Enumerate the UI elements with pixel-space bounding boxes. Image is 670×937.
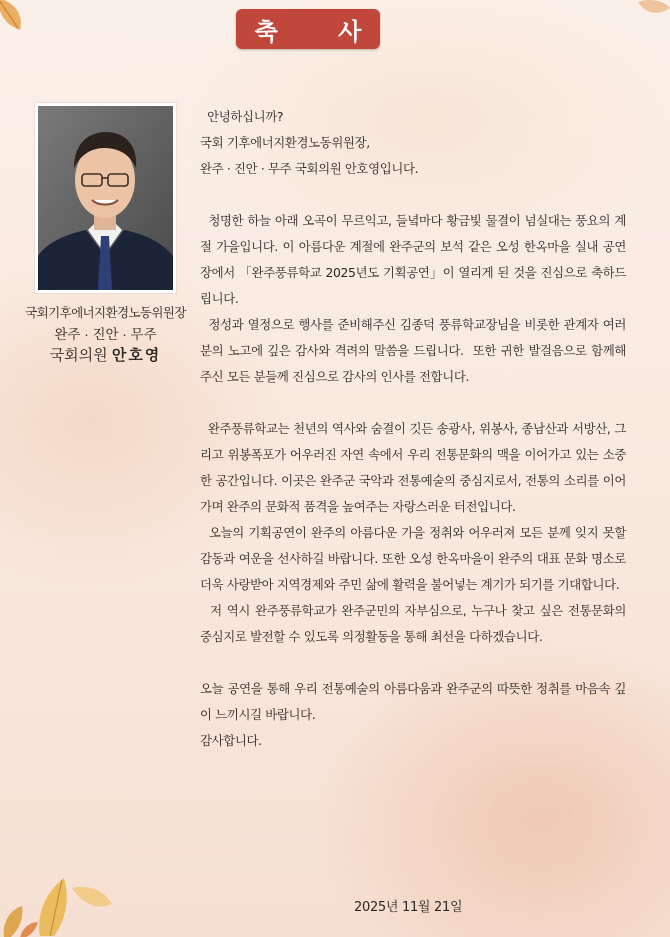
portrait-photo xyxy=(35,103,176,293)
caption-name-line xyxy=(18,345,193,366)
title-banner xyxy=(236,9,388,49)
caption-position: 국회기후에너지환경노동위원장 xyxy=(25,306,186,320)
portrait-image xyxy=(38,106,173,290)
paragraph-thanks: 정성과 열정으로 행사를 준비해주신 김종덕 풍류학교장님을 비롯한 관계자 여러분의 노고에 깊은 감사와 격려의 말씀을 드립니다. 또한 귀한 발걸음으로 함께해 주신 모든 분들께 진심으로 감사의 인사를 전합니다. xyxy=(200,317,630,384)
caption-districts: 완주 · 진안 · 무주 xyxy=(54,327,157,342)
page-title: 축 사 xyxy=(254,17,388,46)
caption-name: 안호영 xyxy=(111,347,162,364)
intro-position-line: 국회 기후에너지환경노동위원장, xyxy=(200,135,370,150)
paragraph-school: 완주풍류학교는 천년의 역사와 숨결이 깃든 송광사, 위봉사, 종남산과 서방산, 그리고 위봉폭포가 어우러진 자연 속에서 우리 전통문화의 맥을 이어가고 있는 소중한 공간입니다. 이곳은 완주군 국악과 전통예술의 중심지로서, 전통의 소리를 이어가며 완주의 문화적 품격을 높여주는 자랑스러운 터전입니다. xyxy=(200,421,626,514)
message-date: 2025년 11월 21일 xyxy=(354,900,463,915)
congratulatory-message xyxy=(200,104,630,754)
intro-name-line: 완주 · 진안 · 무주 국회의원 안호영입니다. xyxy=(200,161,419,176)
autumn-leaf-bottom-left xyxy=(0,858,120,937)
paragraph-autumn: 청명한 하늘 아래 오곡이 무르익고, 들녘마다 황금빛 물결이 넘실대는 풍요의 계절 가을입니다. 이 아름다운 계절에 완주군의 보석 같은 오성 한옥마을 실내 공연장에서 「완주풍류학교 2025년도 기획공연」이 열리게 된 것을 진심으로 축하드립니다. xyxy=(200,213,626,306)
paragraph-commitment: 저 역시 완주풍류학교가 완주군민의 자부심으로, 누구나 찾고 싶은 전통문화의 중심지로 발전할 수 있도록 의정활동을 통해 최선을 다하겠습니다. xyxy=(200,603,630,644)
thank-you-line: 감사합니다. xyxy=(200,733,262,748)
paragraph-performance: 오늘의 기획공연이 완주의 아름다운 가을 정취와 어우러져 모든 분께 잊지 못할 감동과 여운을 선사하길 바랍니다. 또한 오성 한옥마을이 완주의 대표 문화 명소로 더욱 사랑받아 지역경제와 주민 삶에 활력을 불어넣는 계기가 되기를 기대합니다. xyxy=(200,525,630,592)
greeting-line: 안녕하십니까? xyxy=(200,109,284,124)
autumn-leaf-top-right xyxy=(636,0,670,20)
autumn-leaf-top-left xyxy=(0,0,28,36)
caption-title: 국회의원 xyxy=(49,347,108,364)
paragraph-closing: 오늘 공연을 통해 우리 전통예술의 아름다움과 완주군의 따뜻한 정취를 마음속 깊이 느끼시길 바랍니다. xyxy=(200,681,626,722)
portrait-caption xyxy=(18,303,193,366)
